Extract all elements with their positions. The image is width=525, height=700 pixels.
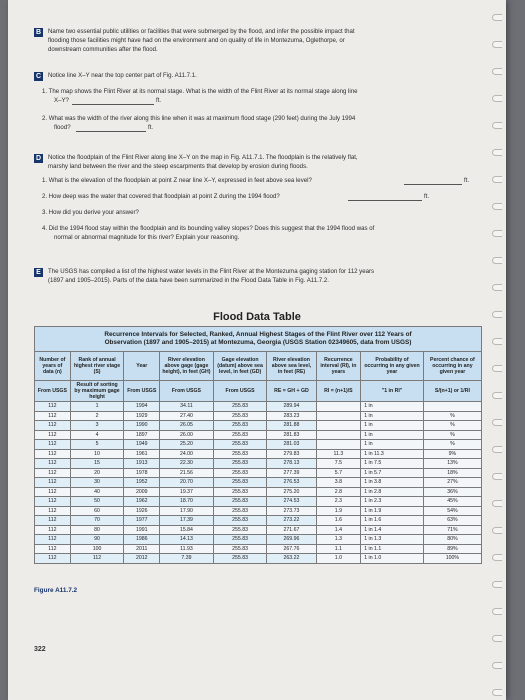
- table-cell: 112: [35, 421, 71, 431]
- table-row: [35, 440, 482, 450]
- table-cell: 278.13: [267, 459, 316, 469]
- binding-ring: [492, 203, 502, 210]
- table-cell: 2012: [124, 554, 160, 564]
- table-cell[interactable]: 2.8: [316, 487, 361, 497]
- table-cell: 26.00: [160, 430, 214, 440]
- column-subheader: From USGS: [160, 381, 214, 402]
- table-cell[interactable]: 7.5: [316, 459, 361, 469]
- table-cell: 255.83: [213, 554, 267, 564]
- section-d-q2: 2. How deep was the water that covered that floodplain at point Z during the 1994 flood?: [42, 193, 280, 200]
- section-c-intro: Notice line X–Y near the top center part of Fig. A11.7.1.: [48, 72, 197, 79]
- table-cell[interactable]: 89%: [423, 544, 481, 554]
- table-cell: 11.93: [160, 544, 214, 554]
- table-cell[interactable]: 5.7: [316, 468, 361, 478]
- table-cell: 255.83: [213, 497, 267, 507]
- binding-ring: [492, 581, 502, 588]
- binding-ring: [492, 689, 502, 696]
- table-cell: 269.96: [267, 535, 316, 545]
- answer-blank-d1[interactable]: [404, 184, 462, 185]
- table-cell: 1962: [124, 497, 160, 507]
- table-cell[interactable]: 1 in 2.3: [361, 497, 424, 507]
- section-d-q4-line-2: normal or abnormal magnitude for this river? Explain your reasoning.: [54, 234, 240, 241]
- table-cell: 1949: [124, 440, 160, 450]
- column-header: Year: [124, 352, 160, 381]
- table-caption-line-2: Observation (1897 and 1905–2015) at Montezuma, Georgia (USGS Station 02349605, data from USGS): [104, 339, 412, 346]
- table-cell: 1897: [124, 430, 160, 440]
- table-cell: 112: [70, 554, 124, 564]
- section-badge-e: E: [34, 268, 43, 277]
- table-cell: 274.53: [267, 497, 316, 507]
- table-header-row: [35, 352, 482, 381]
- table-cell: 271.67: [267, 525, 316, 535]
- binding-ring: [492, 176, 502, 183]
- table-cell[interactable]: 1 in 2.8: [361, 487, 424, 497]
- table-cell: 112: [35, 459, 71, 469]
- table-row: [35, 554, 482, 564]
- binding-ring: [492, 527, 502, 534]
- table-caption: [35, 327, 482, 352]
- table-cell: 17.39: [160, 516, 214, 526]
- table-cell[interactable]: 63%: [423, 516, 481, 526]
- table-cell: 1952: [124, 478, 160, 488]
- table-cell[interactable]: 2.3: [316, 497, 361, 507]
- table-cell: 112: [35, 516, 71, 526]
- column-subheader: RI = (n+1)/S: [316, 381, 361, 402]
- table-cell: 255.83: [213, 402, 267, 412]
- answer-blank-c1[interactable]: [72, 104, 154, 105]
- binding-ring: [492, 392, 502, 399]
- table-cell: 255.83: [213, 478, 267, 488]
- table-cell: 276.53: [267, 478, 316, 488]
- binding-ring: [492, 446, 502, 453]
- table-cell: 277.39: [267, 468, 316, 478]
- table-cell: 5: [70, 440, 124, 450]
- table-cell[interactable]: %: [423, 430, 481, 440]
- table-cell: 255.83: [213, 525, 267, 535]
- table-cell: 1: [70, 402, 124, 412]
- table-cell: 112: [35, 506, 71, 516]
- table-cell: 255.83: [213, 440, 267, 450]
- table-row: [35, 411, 482, 421]
- table-cell[interactable]: 1.6: [316, 516, 361, 526]
- section-badge-b: B: [35, 29, 42, 36]
- binding-ring: [492, 338, 502, 345]
- table-cell: 1978: [124, 468, 160, 478]
- table-cell: 1913: [124, 459, 160, 469]
- section-d-intro-1: Notice the floodplain of the Flint River along line X–Y on the map in Fig. A11.7.1. The floodplain is the relatively flat,: [48, 154, 358, 161]
- table-cell[interactable]: [316, 430, 361, 440]
- table-cell: 15: [70, 459, 124, 469]
- binding-ring: [492, 635, 502, 642]
- table-row: [35, 449, 482, 459]
- table-cell: 279.83: [267, 449, 316, 459]
- table-cell: 289.94: [267, 402, 316, 412]
- table-cell: 267.76: [267, 544, 316, 554]
- table-cell: 273.22: [267, 516, 316, 526]
- table-cell[interactable]: 1.1: [316, 544, 361, 554]
- table-cell[interactable]: [316, 440, 361, 450]
- table-cell: 4: [70, 430, 124, 440]
- table-cell: 255.83: [213, 516, 267, 526]
- table-cell: 255.83: [213, 459, 267, 469]
- table-cell: 20: [70, 468, 124, 478]
- binding-ring: [492, 500, 502, 507]
- table-cell: 1977: [124, 516, 160, 526]
- column-header: River elevation above sea level, in feet (RE): [267, 352, 316, 381]
- table-cell: 1926: [124, 506, 160, 516]
- figure-label: Figure A11.7.2: [34, 587, 78, 594]
- answer-blank-c2[interactable]: [76, 131, 146, 132]
- section-c-q1-line-1: 1. The map shows the Flint River at its normal stage. What is the width of the Flint River at its normal stage along line: [42, 88, 358, 95]
- table-cell[interactable]: 1 in 1.1: [361, 544, 424, 554]
- table-cell: 18.70: [160, 497, 214, 507]
- table-cell: 112: [35, 535, 71, 545]
- table-cell: 1929: [124, 411, 160, 421]
- table-cell: 1994: [124, 402, 160, 412]
- table-row: [35, 402, 482, 412]
- table-cell: 283.23: [267, 411, 316, 421]
- table-cell: 112: [35, 440, 71, 450]
- table-cell: 1990: [124, 421, 160, 431]
- table-cell: 255.83: [213, 411, 267, 421]
- table-cell: 281.88: [267, 421, 316, 431]
- binding-ring: [492, 122, 502, 129]
- section-c-q1-unit: ft.: [156, 97, 162, 104]
- table-cell: 15.84: [160, 525, 214, 535]
- binding-ring: [492, 608, 502, 615]
- section-c-q2-unit: ft.: [148, 124, 154, 131]
- table-cell[interactable]: 9%: [423, 449, 481, 459]
- table-cell[interactable]: [316, 411, 361, 421]
- binding-ring: [492, 41, 502, 48]
- table-row: [35, 478, 482, 488]
- table-cell: 40: [70, 487, 124, 497]
- table-cell[interactable]: 45%: [423, 497, 481, 507]
- binding-ring: [492, 284, 502, 291]
- column-header: Probability of occurring in any given year: [361, 352, 424, 381]
- column-subheader: Result of sorting by maximum gage height: [70, 381, 124, 402]
- table-cell: 273.73: [267, 506, 316, 516]
- table-cell: 255.83: [213, 544, 267, 554]
- binding-ring: [492, 230, 502, 237]
- table-cell: 3: [70, 421, 124, 431]
- table-cell[interactable]: 11.3: [316, 449, 361, 459]
- table-row: [35, 506, 482, 516]
- table-cell: 281.03: [267, 440, 316, 450]
- table-cell: 10: [70, 449, 124, 459]
- table-row: [35, 535, 482, 545]
- section-d-q3: 3. How did you derive your answer?: [42, 209, 139, 216]
- table-cell[interactable]: 1 in 3.8: [361, 478, 424, 488]
- table-cell: 275.20: [267, 487, 316, 497]
- column-header: Rank of annual highest river stage (S): [70, 352, 124, 381]
- section-d-q1-unit: ft.: [464, 177, 470, 184]
- table-cell: 2: [70, 411, 124, 421]
- section-d-q1: 1. What is the elevation of the floodplain at point Z near line X–Y, expressed in feet above sea level?: [42, 177, 312, 184]
- table-cell: 25.20: [160, 440, 214, 450]
- page-number: 322: [34, 646, 46, 653]
- table-cell[interactable]: 1 in 1.0: [361, 554, 424, 564]
- section-c-q1-line-2: X–Y?: [54, 97, 69, 104]
- section-e-line-2: (1897 and 1905–2015). Parts of the data have been summarized in the Flood Data Table in Fig. A11.7.2.: [48, 277, 329, 284]
- binding-ring: [492, 473, 502, 480]
- table-cell: 34.11: [160, 402, 214, 412]
- table-cell[interactable]: 1 in 5.7: [361, 468, 424, 478]
- table-cell[interactable]: 36%: [423, 487, 481, 497]
- table-cell: 112: [35, 449, 71, 459]
- binding-ring: [492, 149, 502, 156]
- table-row: [35, 497, 482, 507]
- binding-ring: [492, 68, 502, 75]
- answer-blank-d2[interactable]: [348, 200, 422, 201]
- section-d-q4-line-1: 4. Did the 1994 flood stay within the floodplain and its bounding valley slopes? Does this suggest that the 1994 flood was of: [42, 225, 375, 232]
- table-cell: 70: [70, 516, 124, 526]
- table-cell: 20.70: [160, 478, 214, 488]
- table-cell: 255.83: [213, 487, 267, 497]
- section-badge-c: C: [35, 73, 42, 80]
- binding-ring: [492, 365, 502, 372]
- table-cell[interactable]: 1 in 11.3: [361, 449, 424, 459]
- table-caption-line-1: Recurrence Intervals for Selected, Ranked, Annual Highest Stages of the Flint River over 112 Years of: [104, 331, 412, 338]
- table-cell[interactable]: 1 in 1.6: [361, 516, 424, 526]
- table-row: [35, 487, 482, 497]
- table-cell: 255.83: [213, 430, 267, 440]
- table-cell[interactable]: 1 in: [361, 440, 424, 450]
- table-cell: 1961: [124, 449, 160, 459]
- column-header: Recurrence interval (RI), in years: [316, 352, 361, 381]
- table-cell: 2009: [124, 487, 160, 497]
- section-e-line-1: The USGS has compiled a list of the highest water levels in the Flint River at the Montezuma gaging station for 112 years: [48, 268, 375, 275]
- section-b-line-3: downstream communities after the flood.: [48, 46, 158, 53]
- table-cell[interactable]: 1 in: [361, 421, 424, 431]
- table-cell[interactable]: 1.3: [316, 535, 361, 545]
- table-row: [35, 516, 482, 526]
- section-c-q2-line-1: 2. What was the width of the river along this line when it was at maximum flood stage (290 feet) during the July 1994: [42, 115, 356, 122]
- column-header: Number of years of data (n): [35, 352, 71, 381]
- spiral-binding: [486, 0, 506, 700]
- column-header: River elevation above gage (gage height), in feet (GH): [160, 352, 214, 381]
- table-cell: 112: [35, 497, 71, 507]
- table-row: [35, 525, 482, 535]
- table-cell[interactable]: 1 in 1.3: [361, 535, 424, 545]
- table-cell[interactable]: 1.9: [316, 506, 361, 516]
- table-cell[interactable]: 1 in: [361, 430, 424, 440]
- table-cell: 112: [35, 402, 71, 412]
- column-subheader: RE = GH + GD: [267, 381, 316, 402]
- table-row: [35, 430, 482, 440]
- table-cell: 112: [35, 544, 71, 554]
- column-header: Gage elevation (datum) above sea level, in feet (GD): [213, 352, 267, 381]
- table-cell: 100: [70, 544, 124, 554]
- table-cell: 7.39: [160, 554, 214, 564]
- table-cell: 255.83: [213, 506, 267, 516]
- section-b-line-2: flooding those facilities might have had on the environment and on quality of life in Montezuma, Oglethorpe, or: [48, 37, 345, 44]
- table-cell: 1991: [124, 525, 160, 535]
- table-cell: 60: [70, 506, 124, 516]
- table-cell: 27.40: [160, 411, 214, 421]
- table-cell: 30: [70, 478, 124, 488]
- section-badge-d: D: [35, 155, 42, 162]
- column-subheader: "1 in RI": [361, 381, 424, 402]
- table-cell[interactable]: [316, 421, 361, 431]
- table-cell[interactable]: 1 in 7.5: [361, 459, 424, 469]
- column-subheader: S/(n+1) or 1/RI: [423, 381, 481, 402]
- binding-ring: [492, 419, 502, 426]
- table-cell[interactable]: 54%: [423, 506, 481, 516]
- table-cell: 263.22: [267, 554, 316, 564]
- table-cell[interactable]: %: [423, 440, 481, 450]
- section-d-intro-2: marshy land between the river and the steep escarpments that develop by erosion during floods.: [48, 163, 308, 170]
- binding-ring: [492, 554, 502, 561]
- table-cell: 281.83: [267, 430, 316, 440]
- table-cell: 112: [35, 478, 71, 488]
- table-cell: 112: [35, 468, 71, 478]
- table-cell[interactable]: 1 in: [361, 402, 424, 412]
- binding-ring: [492, 14, 502, 21]
- binding-ring: [492, 257, 502, 264]
- table-cell[interactable]: 13%: [423, 459, 481, 469]
- table-row: [35, 421, 482, 431]
- table-cell[interactable]: 1.4: [316, 525, 361, 535]
- section-b-line-1: Name two essential public utilities or facilities that were submerged by the flood, and infer the possible impact that: [48, 28, 355, 35]
- table-cell: 26.05: [160, 421, 214, 431]
- table-cell: 112: [35, 487, 71, 497]
- workbook-page: [8, 0, 506, 700]
- table-cell: 90: [70, 535, 124, 545]
- table-cell: 112: [35, 430, 71, 440]
- table-cell: 19.37: [160, 487, 214, 497]
- table-cell: 50: [70, 497, 124, 507]
- table-cell[interactable]: 1 in 1.4: [361, 525, 424, 535]
- table-title: Flood Data Table: [213, 311, 301, 323]
- table-cell: 2011: [124, 544, 160, 554]
- table-cell: 255.83: [213, 535, 267, 545]
- table-cell[interactable]: 1.0: [316, 554, 361, 564]
- table-cell: 1986: [124, 535, 160, 545]
- table-cell: 80: [70, 525, 124, 535]
- table-cell: 112: [35, 554, 71, 564]
- binding-ring: [492, 311, 502, 318]
- table-cell[interactable]: [316, 402, 361, 412]
- table-cell: 112: [35, 525, 71, 535]
- table-cell: 112: [35, 411, 71, 421]
- table-cell: 24.00: [160, 449, 214, 459]
- table-cell[interactable]: 3.8: [316, 478, 361, 488]
- table-body: [35, 402, 482, 564]
- table-cell[interactable]: 80%: [423, 535, 481, 545]
- table-cell[interactable]: [423, 402, 481, 412]
- table-cell: 255.83: [213, 421, 267, 431]
- table-cell: 22.30: [160, 459, 214, 469]
- table-cell[interactable]: 100%: [423, 554, 481, 564]
- binding-ring: [492, 662, 502, 669]
- section-c-q2-line-2: flood?: [54, 124, 71, 131]
- table-row: [35, 544, 482, 554]
- table-subheader-row: [35, 381, 482, 402]
- table-cell[interactable]: %: [423, 421, 481, 431]
- binding-ring: [492, 95, 502, 102]
- table-cell: 255.83: [213, 468, 267, 478]
- flood-data-table: [34, 326, 482, 564]
- table-cell: 14.13: [160, 535, 214, 545]
- table-cell[interactable]: 1 in 1.9: [361, 506, 424, 516]
- table-cell[interactable]: 18%: [423, 468, 481, 478]
- table-cell[interactable]: 1 in: [361, 411, 424, 421]
- column-subheader: From USGS: [213, 381, 267, 402]
- column-header: Percent chance of occurring in any given year: [423, 352, 481, 381]
- table-cell: 255.83: [213, 449, 267, 459]
- column-subheader: From USGS: [35, 381, 71, 402]
- table-cell[interactable]: 71%: [423, 525, 481, 535]
- column-subheader: From USGS: [124, 381, 160, 402]
- table-cell: 21.56: [160, 468, 214, 478]
- table-cell[interactable]: 27%: [423, 478, 481, 488]
- table-row: [35, 468, 482, 478]
- table-cell: 17.90: [160, 506, 214, 516]
- section-d-q2-unit: ft.: [424, 193, 430, 200]
- table-cell[interactable]: %: [423, 411, 481, 421]
- table-row: [35, 459, 482, 469]
